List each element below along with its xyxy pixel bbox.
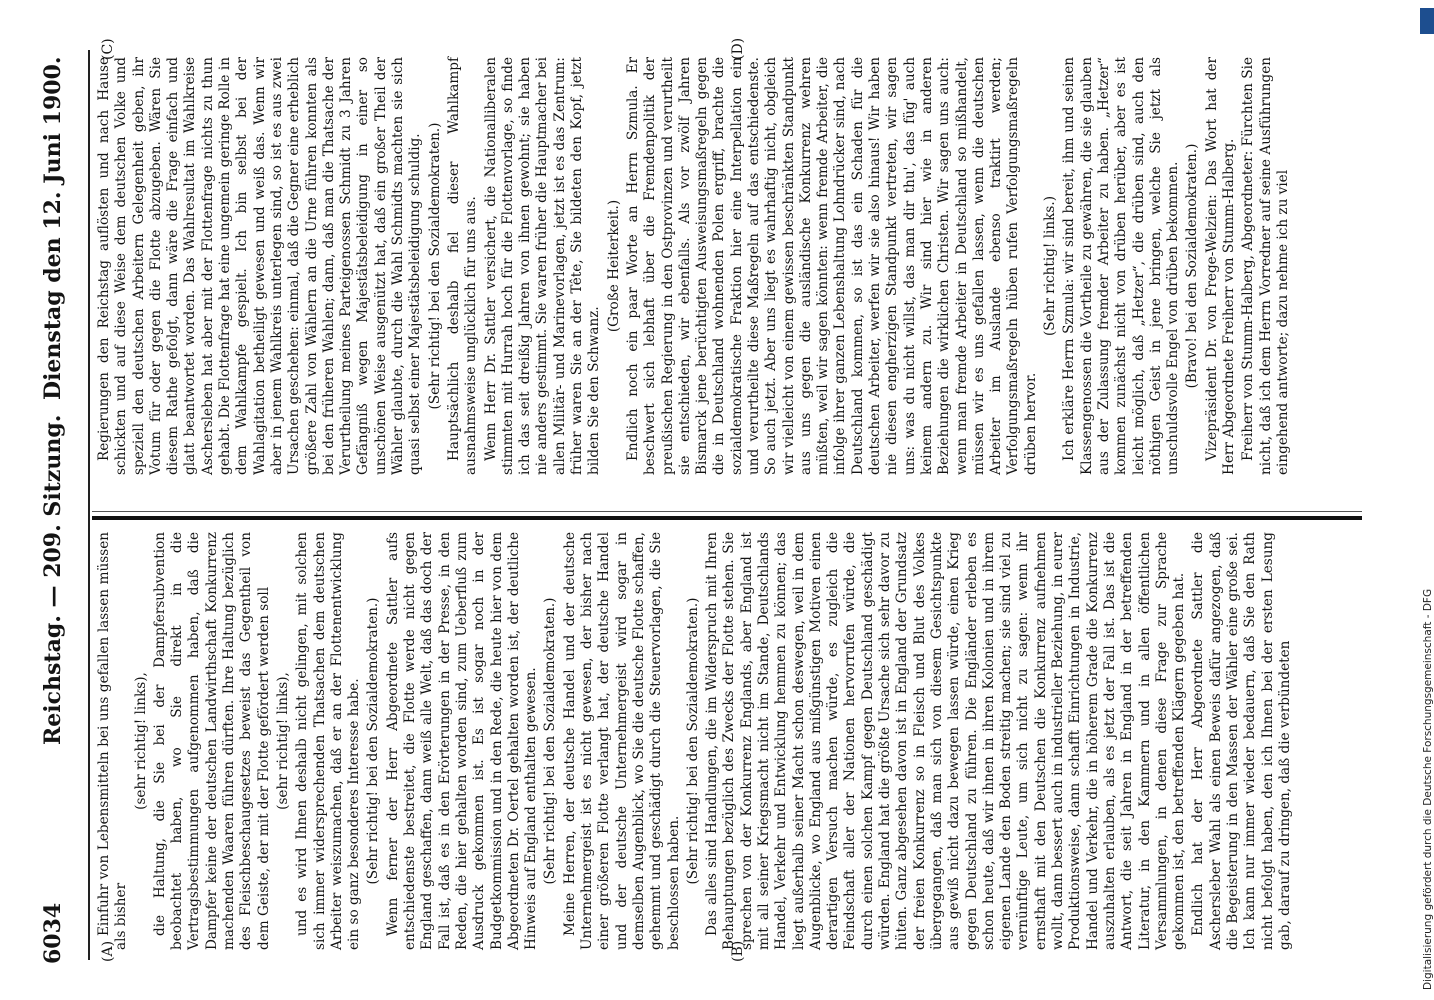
margin-marker-c: (C)	[100, 38, 116, 60]
speech-paragraph: Endlich noch ein paar Worte an Herrn Szmula. Er beschwert sich lebhaft über die Fremdenpolitik der preußischen Regierung in den Ostprovinzen und verurtheilt sie entschieden, wir ebenfalls. Als vor zwölf Jahren Bismarck jene berüchtigten Ausweisungsmaßregeln gegen die in Deutschland wohnenden Polen ergriff, brachte die sozialdemokratische Fraktion hier eine Interpellation ein und verurtheilte diese Maßregeln auf das entschiedenste. So auch jetzt. Aber uns liegt es wahrhaftig nicht, obgleich wir vielleicht von einem gewissen beschränkten Standpunkt aus uns gegen die ausländische Konkurrenz wehren müßten, weil wir sagen könnten: wenn fremde Arbeiter, die infolge ihrer ganzen Lebenshaltung Lohndrücker sind, nach Deutschland kommen, so ist das ein Schaden für die deutschen Arbeiter, werfen wir sie also hinaus! Wir haben nie diesen engherzigen Standpunkt vertreten, wir sagen uns: was du nicht willst, das man dir thu', das füg' auch keinem andern zu. Wir sind hier wie in anderen Beziehungen die wirklichen Christen. Wir sagen uns auch: wenn man fremde Arbeiter in Deutschland so mißhandelt, müssen wir es uns gefallen lassen, wenn die deutschen Arbeiter im Auslande ebenso traktirt werden; Verfolgungsmaßregeln hüben rufen Verfolgungsmaßregeln drüben hervor.	[624, 57, 1039, 475]
speech-paragraph: Endlich hat der Herr Abgeordnete Sattler die Aschersleber Wahl als einen Beweis dafür angezogen, daß die Begeisterung in den Massen der Wähler eine große sei. Ich kann nur immer wieder bedauern, daß Sie den Rath nicht befolgt haben, den ich Ihnen bei der ersten Lesung gab, darauf zu dringen, daß die verbündeten	[1190, 532, 1293, 950]
speech-paragraph: Freiherr von Stumm-Halberg, Abgeordneter: Fürchten Sie nicht, daß ich dem Herrn Vorredner auf seine Ausführungen eingehend antworte; dazu nehme ich zu viel	[1240, 57, 1291, 475]
margin-marker-a: (A)	[100, 940, 116, 962]
speech-interjection: (sehr richtig! links),	[274, 672, 291, 810]
speech-paragraph: Einfuhr von Lebensmitteln bei uns gefallen lassen müssen als bisher	[96, 532, 130, 950]
margin-marker-d: (D)	[730, 37, 746, 60]
speech-paragraph: Wenn ferner der Herr Abgeordnete Sattler aufs entschiedenste bestreitet, die Flotte werde nicht gegen England geschaffen, dann weiß alle Welt, daß das doch der Fall ist, daß es in den Erörterungen in der Presse, in den Reden, die hier gehalten worden sind, zum Ueberfluß zum Ausdruck gekommen ist. Es ist sogar noch in der Budgetkommission und in den Rede, die heute hier von dem Abgeordneten Dr. Oertel gehalten worden ist, der deutliche Hinweis auf England enthalten gewesen.	[384, 532, 540, 950]
speech-paragraph: Wenn Herr Dr. Sattler versichert, die Nationalliberalen stimmten mit Hurrah hoch für die Flottenvorlage, so finde ich das seit dreißig Jahren von ihnen gewohnt; sie haben nie anders gestimmt. Sie waren früher die Hauptmacher bei allen Militär- und Marinevorlagen, jetzt ist es das Zentrum: früher waren Sie an der Tête, Sie bildeten den Kopf, jetzt bilden Sie den Schwanz.	[482, 57, 603, 475]
header-rule	[88, 50, 90, 960]
speech-paragraph: die Haltung, die Sie bei der Dampfersubvention beobachtet haben, wo Sie direkt in die Vertragsbestimmungen aufgenommen haben, daß die Dampfer keine der deutschen Landwirthschaft Konkurrenz machenden Waaren führen dürften. Ihre Haltung bezüglich des Fleischbeschaugesetzes beweist das Gegentheil von dem Geiste, der mit der Flotte gefördert werden soll	[151, 532, 272, 950]
speech-paragraph: Das alles sind Handlungen, die im Widerspruch mit Ihren Behauptungen bezüglich des Zwecks der Flotte stehen. Sie sprechen von der Konkurrenz Englands, aber England ist mit all seiner Kriegsmacht nicht im Stande, Deutschlands Handel, Verkehr und Entwicklung hemmen zu können; das liegt außerhalb seiner Macht schon deswegen, weil in dem Augenblicke, wo England aus mißgünstigen Motiven einen derartigen Versuch machen würde, es zugleich die Feindschaft aller der Nationen hervorrufen würde, die durch einen solchen Kampf gegen Deutschland geschädigt würden. England hat die größte Ursache sich sehr davor zu hüten. Ganz abgesehen davon ist in England der Grundsatz der freien Konkurrenz so in Fleisch und Blut des Volkes übergegangen, daß man sich von diesem Gesichtspunkte aus gewiß nicht dazu bewegen lassen würde, einen Krieg gegen Deutschland zu führen. Die Engländer erleben es schon heute, daß wir ihnen in ihren Kolonien und in ihrem eigenen Lande den Boden streitig machen; sie sind viel zu vernünftige Leute, um sich nicht zu sagen: wenn ihr ernsthaft mit den Deutschen die Konkurrenz aufnehmen wollt, dann bessert auch in industrieller Beziehung, in eurer Produktionsweise, dann schafft Einrichtungen in Industrie, Handel und Verkehr, die in höherem Grade die Konkurrenz auszuhalten erlauben, als es jetzt der Fall ist. Das ist die Antwort, die seit Jahren in England in der betreffenden Literatur, in den Kammern und in allen öffentlichen Versammlungen, in denen diese Frage zur Sprache gekommen ist, den betreffenden Klägern gegeben hat.	[704, 532, 1188, 950]
speech-paragraph: Meine Herren, der deutsche Handel und der deutsche Unternehmergeist ist es nicht gewesen, der bisher nach einer größeren Flotte verlangt hat, der deutsche Handel und der deutsche Unternehmergeist wird sogar in demselben Augenblick, wo Sie die deutsche Flotte schaffen, gehemmt und geschädigt durch die Steuervorlagen, die Sie beschlossen haben.	[561, 532, 682, 950]
page-number: 6034	[40, 902, 66, 964]
speech-interjection: (Sehr richtig! bei den Sozialdemokraten.)	[684, 597, 701, 885]
speech-interjection: (Sehr richtig! bei den Sozialdemokraten.)	[365, 597, 382, 885]
right-text-column	[96, 57, 1294, 475]
speech-paragraph: Regierungen den Reichstag auflösten und nach Hause schickten und auf diese Weise dem deutschen Volke und speziell den deutschen Arbeitern Gelegenheit geben, ihr Votum für oder gegen die Flotte abzugeben. Wären Sie diesem Rathe gefolgt, dann wäre die Frage einfach und glatt beantwortet worden. Das Wahlresultat im Wahlkreise Aschersleben hat aber mit der Flottenfrage nichts zu thun gehabt. Die Flottenfrage hat eine ungemein geringe Rolle in dem Wahlkampfe gespielt. Ich bin selbst bei der Wahlagitation betheiligt gewesen und weiß das. Wenn wir aber in jenem Wahlkreis unterlegen sind, so ist es aus zwei Ursachen geschehen: einmal, daß die Gegner eine erheblich größere Zahl von Wählern an die Urne führen konnten als bei den früheren Wahlen; dann, daß man die Thatsache der Verurtheilung meines Parteigenossen Schmidt zu 3 Jahren Gefängniß wegen Majestätsbeleidigung in einer so unschönen Weise ausgenützt hat, daß ein großer Theil der Wähler glaubte, durch die Wahl Schmidts machten sie sich quasi selbst einer Majestätsbeleidigung schuldig.	[96, 57, 424, 475]
column-divider-thin	[92, 511, 1362, 512]
speech-interjection: (sehr richtig! links),	[132, 672, 149, 810]
digitization-credit	[1420, 0, 1434, 1000]
speech-paragraph: Ich erkläre Herrn Szmula: wir sind bereit, ihm und seinen Klassengenossen die Vortheile zu gewähren, die sie glauben aus der Zulassung fremder Arbeiter zu haben. „Hetzer“ kommen zunächst nicht von drüben herüber, aber es ist leicht möglich, daß „Hetzer“, die drüben sind, auch den nöthigen Geist in jene bringen, welche Sie jetzt als unschuldsvolle Engel von drüben bekommen.	[1061, 57, 1182, 475]
column-divider	[92, 516, 1362, 520]
speech-interjection: (Bravo! bei den Sozialdemokraten.)	[1184, 143, 1201, 389]
speech-interjection: (Sehr richtig! links.)	[1042, 195, 1059, 337]
speech-paragraph: Hauptsächlich deshalb fiel dieser Wahlkampf ausnahmsweise unglücklich für uns aus.	[445, 57, 480, 475]
margin-marker-b: (B)	[730, 940, 746, 962]
running-head-right: Dienstag den 12. Juni 1900.	[40, 56, 66, 400]
speech-interjection: (Sehr richtig! bei den Sozialdemokraten.)	[426, 122, 443, 410]
speech-paragraph: und es wird Ihnen deshalb nicht gelingen, mit solchen sich immer widersprechenden Thatsachen dem deutschen Arbeiter weiszumachen, daß er an der Flottenentwicklung ein so ganz besonderes Interesse habe.	[294, 532, 363, 950]
running-head-left: Reichstag. — 209. Sitzung.	[40, 414, 66, 745]
speech-interjection: (Große Heiterkeit.)	[605, 199, 622, 333]
left-text-column	[96, 532, 1296, 950]
speech-interjection: (Sehr richtig! bei den Sozialdemokraten.)	[542, 597, 559, 885]
credit-text: Digitalisierung gefördert durch die Deutsche Forschungsgemeinschaft - DFG	[1422, 588, 1434, 990]
dfg-logo	[1420, 8, 1434, 34]
speech-paragraph: Vizepräsident Dr. von Frege-Welzien: Das Wort hat der Herr Abgeordnete Freiherr von Stumm-Halberg.	[1203, 57, 1237, 475]
